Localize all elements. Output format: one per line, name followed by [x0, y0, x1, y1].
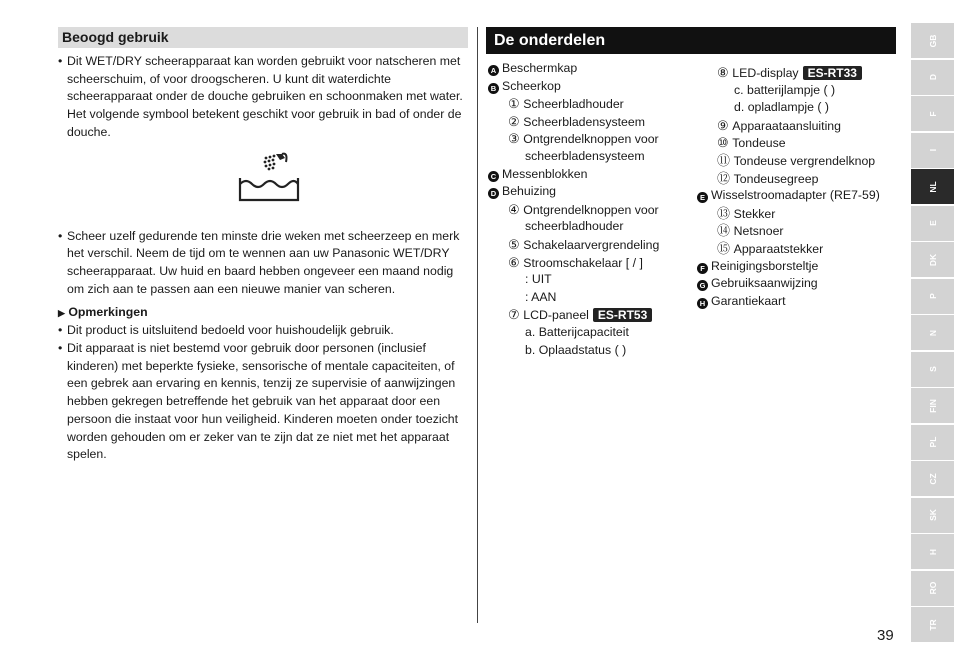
language-tab-f[interactable] — [911, 96, 954, 131]
language-tab-label: NL — [927, 180, 938, 193]
notes-heading-label: Opmerkingen — [68, 305, 148, 320]
model-badge: ES-RT33 — [803, 66, 862, 80]
language-tab-h[interactable] — [911, 534, 954, 569]
parts-list-item — [525, 342, 626, 360]
language-tab-label: D — [927, 73, 938, 81]
language-tab-tr[interactable] — [911, 607, 954, 642]
parts-item-label: : AAN — [525, 289, 557, 304]
parts-item-label: Tondeusegreep — [733, 171, 819, 186]
parts-item-label: Batterijcapaciteit — [538, 325, 629, 339]
section-heading-parts — [486, 27, 896, 54]
parts-item-label: : UIT — [525, 272, 552, 287]
language-tab-label: TR — [927, 618, 938, 631]
language-tab-dk[interactable] — [911, 242, 954, 277]
number-marker: ⑫ — [717, 170, 734, 186]
parts-list-item — [717, 64, 862, 83]
parts-list-item — [488, 166, 587, 184]
parts-item-label: LCD-paneel — [523, 308, 589, 323]
parts-item-label: batterijlampje ( ) — [746, 82, 836, 97]
language-tab-label: P — [927, 293, 938, 299]
parts-list-item — [525, 289, 556, 307]
parts-item-label: Scheerkop — [502, 78, 561, 93]
letter-marker-icon: A — [488, 65, 499, 76]
parts-item-label: Tondeuse — [732, 136, 786, 151]
number-marker: ⑩ — [717, 135, 733, 151]
parts-list-item — [717, 134, 786, 153]
language-tab-label: SK — [927, 509, 938, 521]
language-tab-n[interactable] — [911, 315, 954, 350]
number-marker: ⑬ — [717, 205, 734, 221]
parts-item-label: Oplaadstatus ( ) — [538, 342, 627, 357]
language-tab-nl[interactable] — [911, 169, 954, 204]
parts-item-label: Apparaatstekker — [733, 242, 824, 256]
letter-marker-icon: G — [697, 280, 708, 291]
letter-marker-icon: E — [697, 192, 708, 203]
language-tab-label: H — [927, 548, 938, 555]
parts-item-label: Scheerbladensysteem — [523, 114, 645, 129]
parts-list-item — [734, 99, 829, 117]
note-item-1: • Dit product is uitsluitend bedoeld voor huishoudelijk gebruik. — [58, 322, 468, 340]
parts-item-label: Beschermkap — [502, 61, 578, 75]
language-tab-label: CZ — [927, 472, 938, 485]
parts-item-label: Behuizing — [502, 184, 557, 199]
number-marker: ⑮ — [717, 241, 734, 256]
parts-list-item — [734, 82, 835, 100]
notes-heading — [58, 304, 468, 322]
sub-marker: d. — [734, 100, 748, 115]
language-tab-label: S — [927, 366, 938, 372]
language-tab-label: N — [927, 329, 938, 336]
parts-list-item — [508, 236, 659, 255]
language-tab-s[interactable] — [911, 352, 954, 387]
parts-item-label: Messenblokken — [502, 166, 588, 181]
language-tab-d[interactable] — [911, 60, 954, 95]
parts-item-label: scheerbladhouder — [525, 219, 624, 234]
sub-marker: b. — [525, 342, 539, 357]
parts-list-item — [697, 293, 786, 311]
number-marker: ⑨ — [717, 117, 733, 133]
parts-list-item — [697, 275, 818, 293]
language-tab-label: I — [927, 148, 938, 152]
language-tab-p[interactable] — [911, 279, 954, 314]
letter-marker-icon: C — [488, 171, 499, 182]
parts-item-label: Ontgrendelknoppen voor — [523, 132, 659, 147]
number-marker: ⑦ — [508, 307, 524, 323]
number-marker: ③ — [508, 131, 524, 147]
letter-marker-icon: H — [697, 298, 708, 309]
sub-marker: c. — [734, 82, 747, 97]
parts-list-item — [508, 95, 624, 114]
intended-use-section — [58, 27, 468, 464]
number-marker: ⑭ — [717, 223, 734, 239]
parts-item-label: Netsnoer — [733, 224, 784, 239]
parts-list-item — [525, 324, 629, 342]
parts-list-item — [717, 240, 823, 259]
parts-item-label: opladlampje ( ) — [747, 100, 830, 115]
language-tab-label: PL — [927, 436, 938, 448]
language-tab-gb[interactable] — [911, 23, 954, 58]
shower-icon — [236, 152, 306, 212]
parts-list-item — [717, 117, 841, 136]
language-tab-label: RO — [927, 581, 938, 595]
parts-list-item — [508, 130, 659, 149]
number-marker: ⑧ — [717, 65, 733, 80]
parts-item-label: Stekker — [733, 206, 776, 221]
parts-list-item — [508, 306, 652, 325]
parts-list-item — [525, 218, 623, 236]
parts-list-item — [717, 170, 818, 189]
note-item-2: • Dit apparaat is niet bestemd voor gebruik door personen (inclusief kinderen) met beperkte fysieke, sensorische of mentale capaciteiten, of een gebrek aan ervaring en kennis, tenzij ze supervisie of aanwijzingen hebben gekregen betreffende het gebruik van het apparaat door een persoon die instaat voor hun veiligheid. Kinderen moeten onder toezicht worden gehouden om er zeker van te zijn dat ze niet met het apparaat spelen. — [58, 340, 468, 464]
letter-marker-icon: F — [697, 263, 708, 274]
parts-item-label: Reinigingsborsteltje — [711, 258, 819, 273]
parts-item-label: Garantiekaart — [711, 293, 786, 308]
letter-marker-icon: B — [488, 83, 499, 94]
parts-list-item — [525, 271, 552, 289]
language-tab-e[interactable] — [911, 206, 954, 241]
parts-list-item — [697, 258, 818, 276]
parts-item-label: Wisselstroomadapter (RE7-59) — [711, 188, 880, 203]
parts-list-item — [488, 78, 561, 96]
parts-list-item — [488, 183, 556, 201]
parts-item-label: Ontgrendelknoppen voor — [523, 202, 659, 217]
sub-marker: a. — [525, 325, 539, 339]
parts-item-label: scheerbladensysteem — [525, 149, 645, 163]
number-marker: ④ — [508, 201, 524, 217]
parts-list-item — [508, 113, 645, 132]
parts-list-item — [508, 201, 659, 220]
language-tab-ro[interactable] — [911, 571, 954, 606]
parts-item-label: Stroomschakelaar [ / ] — [523, 255, 643, 270]
section-heading-intended-use: Beoogd gebruik — [58, 27, 468, 48]
parts-item-label: Tondeuse vergrendelknop — [733, 154, 876, 168]
language-tab-label: F — [927, 110, 938, 117]
page-number: 39 — [877, 627, 894, 644]
parts-list-item — [697, 187, 880, 205]
parts-item-label: Apparaataansluiting — [732, 118, 841, 133]
language-tab-label: E — [927, 220, 938, 226]
parts-list-item — [717, 152, 875, 171]
bullet-intended-use-2: • Scheer uzelf gedurende ten minste drie weken met scheerzeep en merk het verschil. Neem de tijd om te wennen aan uw Panasonic WET/DRY scheerapparaat. Uw huid en baard hebben ongeveer een maand nodig om zich aan te passen aan een nieuwe manier van scheren. — [58, 228, 468, 299]
shower-bath-symbol — [58, 142, 468, 228]
number-marker: ① — [508, 96, 524, 112]
parts-item-label: Schakelaarvergrendeling — [523, 238, 660, 252]
language-tab-label: FIN — [927, 398, 938, 413]
language-tab-fin[interactable] — [911, 388, 954, 423]
parts-heading-label: De onderdelen — [494, 32, 606, 49]
language-tab-cz[interactable] — [911, 461, 954, 496]
number-marker: ⑤ — [508, 237, 524, 252]
parts-item-label: Scheerbladhouder — [523, 97, 624, 112]
bullet-intended-use-1: • Dit WET/DRY scheerapparaat kan worden gebruikt voor natscheren met scheerschuim, of voor droogscheren. U kunt dit waterdichte scheerapparaat onder de douche gebruiken en schoonmaken met water. Het volgende symbool betekent geschikt voor gebruik in bad of onder de douche. — [58, 53, 468, 142]
letter-marker-icon: D — [488, 188, 499, 199]
parts-list-item — [717, 222, 784, 241]
model-badge: ES-RT53 — [593, 308, 652, 322]
language-tab-sk[interactable] — [911, 498, 954, 533]
parts-item-label: LED-display — [732, 66, 799, 80]
language-tab-pl[interactable] — [911, 425, 954, 460]
column-divider — [477, 27, 478, 623]
number-marker: ⑥ — [508, 254, 524, 270]
parts-list-item — [717, 205, 775, 224]
parts-list-item — [488, 60, 577, 78]
parts-list-item — [508, 254, 643, 273]
language-tab-i[interactable] — [911, 133, 954, 168]
arrow-right-icon: ▶ — [58, 308, 65, 319]
language-tab-label: GB — [927, 34, 938, 47]
language-tab-label: DK — [927, 253, 938, 266]
parts-item-label: Gebruiksaanwijzing — [711, 276, 818, 291]
parts-list-item — [525, 148, 645, 166]
number-marker: ⑪ — [717, 153, 734, 168]
number-marker: ② — [508, 113, 524, 129]
language-tabs — [911, 23, 954, 644]
